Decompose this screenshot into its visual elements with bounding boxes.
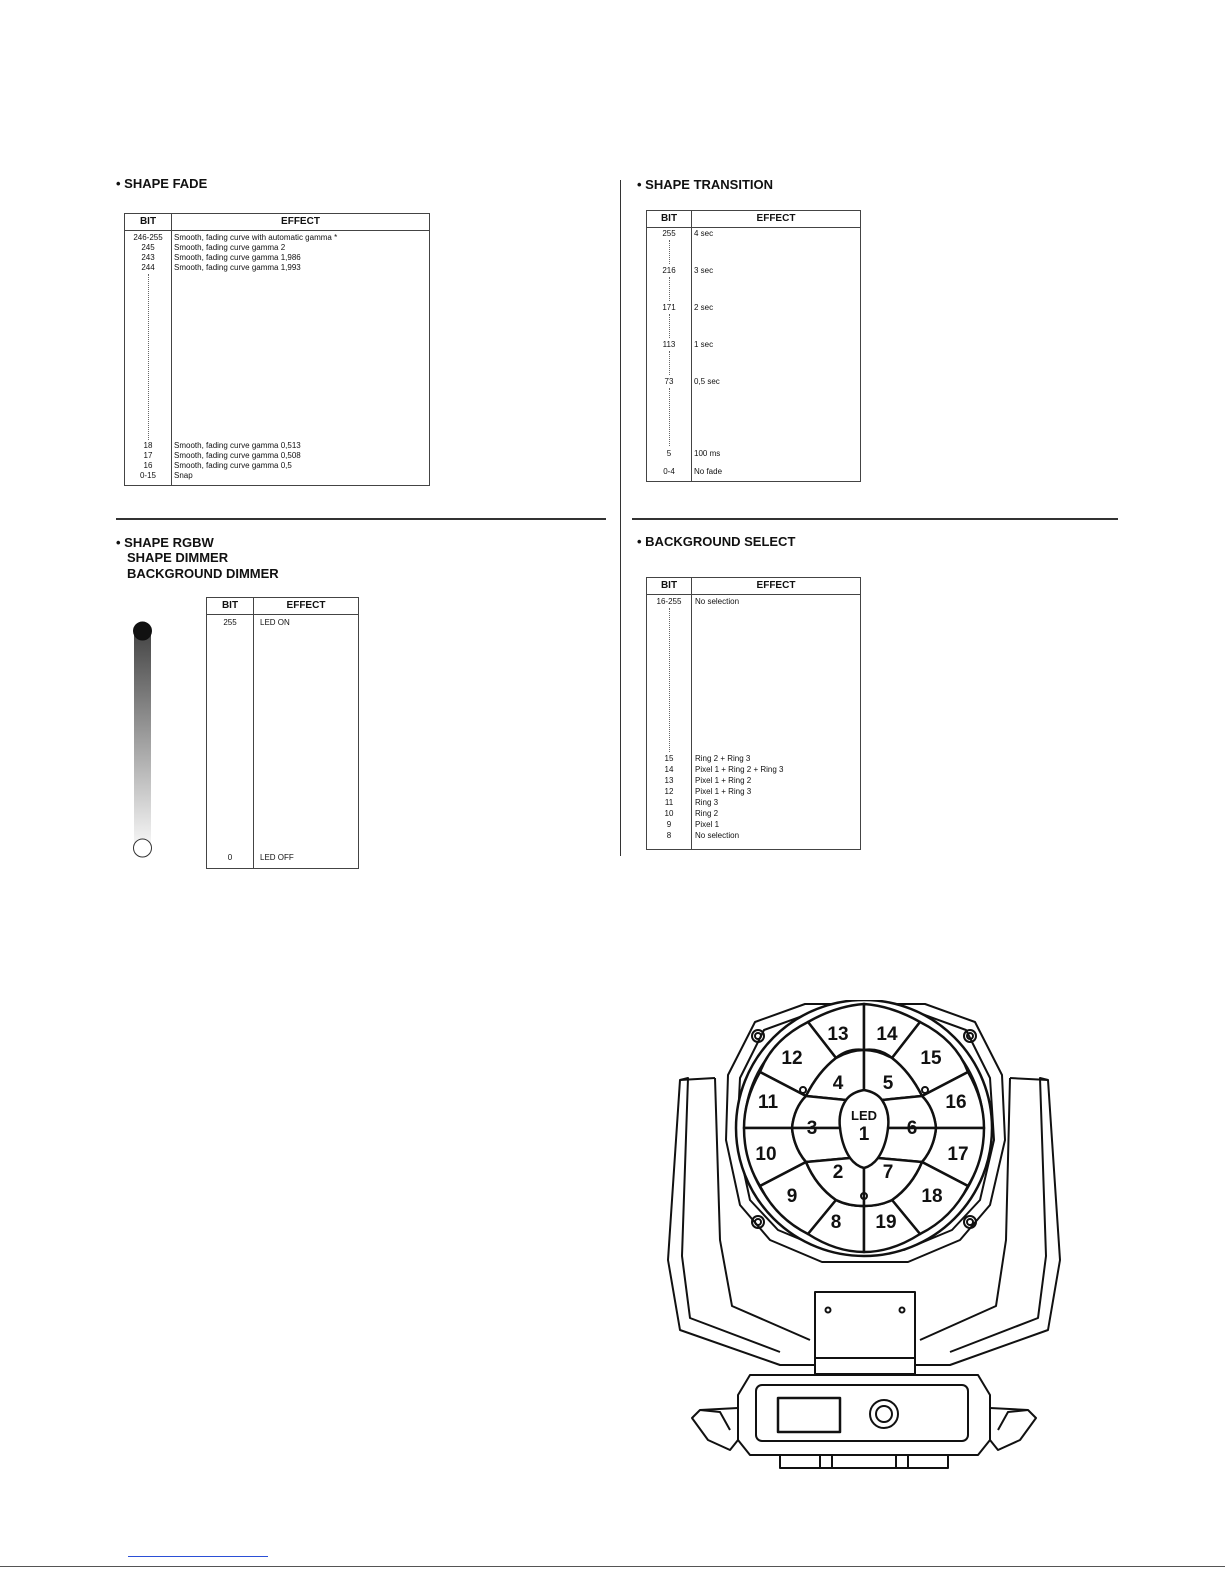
table-row: 5 100 ms (666, 449, 721, 458)
led-number: 11 (757, 1092, 779, 1113)
table-row: 0-15 Snap (139, 471, 193, 480)
shape-transition-heading: • SHAPE TRANSITION (637, 177, 774, 192)
table-row: 245 Smooth, fading curve gamma 2 (141, 243, 286, 252)
background-select-heading: • BACKGROUND SELECT (637, 534, 796, 549)
table-row: 0 LED OFF (227, 853, 294, 862)
shape-rgbw-table (206, 597, 359, 869)
col-bit: BIT (139, 216, 157, 227)
table-header (647, 211, 860, 228)
table-row: 18 Smooth, fading curve gamma 0,513 (143, 441, 301, 450)
table-row: 8 No selection (666, 831, 740, 840)
led-number: 10 (755, 1144, 777, 1165)
led-number: 15 (920, 1048, 942, 1069)
dimmer-gradient-icon (126, 616, 160, 862)
footer-rule (0, 1566, 1225, 1567)
col-effect: EFFECT (281, 216, 320, 227)
table-header (207, 598, 358, 615)
table-row: 14 Pixel 1 + Ring 2 + Ring 3 (664, 765, 784, 774)
shape-fade-heading: • SHAPE FADE (116, 176, 208, 191)
shape-rgbw-heading: • SHAPE RGBW (116, 535, 214, 550)
table-row: 73 0,5 sec (664, 377, 720, 386)
table-row: 0-4 No fade (663, 467, 723, 476)
background-select-table (646, 577, 861, 850)
led-number: 9 (786, 1186, 798, 1207)
col-effect: EFFECT (756, 580, 796, 591)
shape-transition-table (646, 210, 861, 482)
shape-fade-table (124, 213, 430, 486)
table-header (647, 578, 860, 595)
table-row: 216 3 sec (662, 266, 714, 275)
table-row: 11 Ring 3 (664, 798, 719, 807)
led-number: 7 (882, 1162, 894, 1183)
table-row: 243 Smooth, fading curve gamma 1,986 (141, 253, 301, 262)
col-effect: EFFECT (756, 213, 796, 224)
led-number: 18 (921, 1186, 943, 1207)
col-effect: EFFECT (286, 600, 326, 611)
column-divider (620, 180, 621, 856)
table-row: 246-255 Smooth, fading curve with automatic gamma * (133, 233, 338, 242)
led-number: 17 (947, 1144, 969, 1165)
led-number: 14 (876, 1024, 898, 1045)
table-row: 17 Smooth, fading curve gamma 0,508 (143, 451, 301, 460)
range-dots (148, 274, 149, 440)
table-row: 15 Ring 2 + Ring 3 (664, 754, 751, 763)
col-bit: BIT (660, 580, 678, 591)
table-row: 255 4 sec (662, 229, 714, 238)
table-row: 10 Ring 2 (664, 809, 719, 818)
footer-link-underline[interactable] (128, 1556, 268, 1557)
table-row: 13 Pixel 1 + Ring 2 (664, 776, 752, 785)
led-number: 6 (906, 1118, 918, 1139)
table-row: 244 Smooth, fading curve gamma 1,993 (141, 263, 301, 272)
background-dimmer-heading: BACKGROUND DIMMER (127, 566, 279, 581)
section-divider-left (116, 518, 606, 520)
led-label: LED (851, 1108, 877, 1123)
led-number: 1 (858, 1124, 870, 1145)
table-row: 12 Pixel 1 + Ring 3 (664, 787, 752, 796)
led-number: 16 (945, 1092, 967, 1113)
section-divider-right (632, 518, 1118, 520)
led-number: 12 (781, 1048, 803, 1069)
table-row: 113 1 sec (662, 340, 714, 349)
table-row: 171 2 sec (662, 303, 714, 312)
table-row: 16 Smooth, fading curve gamma 0,5 (143, 461, 292, 470)
shape-dimmer-heading: SHAPE DIMMER (127, 550, 229, 565)
led-number: 2 (832, 1162, 844, 1183)
led-number: 3 (806, 1118, 818, 1139)
table-row: 255 LED ON (223, 618, 290, 627)
table-row: 9 Pixel 1 (666, 820, 720, 829)
led-number: 13 (827, 1024, 849, 1045)
table-row: 16-255 No selection (656, 597, 740, 606)
led-number: 5 (882, 1073, 894, 1094)
led-number: 8 (830, 1212, 842, 1233)
led-number: 4 (832, 1073, 844, 1094)
col-bit: BIT (660, 213, 678, 224)
moving-head-fixture-diagram (660, 1000, 1070, 1490)
col-bit: BIT (221, 600, 239, 611)
led-number: 19 (875, 1212, 897, 1233)
